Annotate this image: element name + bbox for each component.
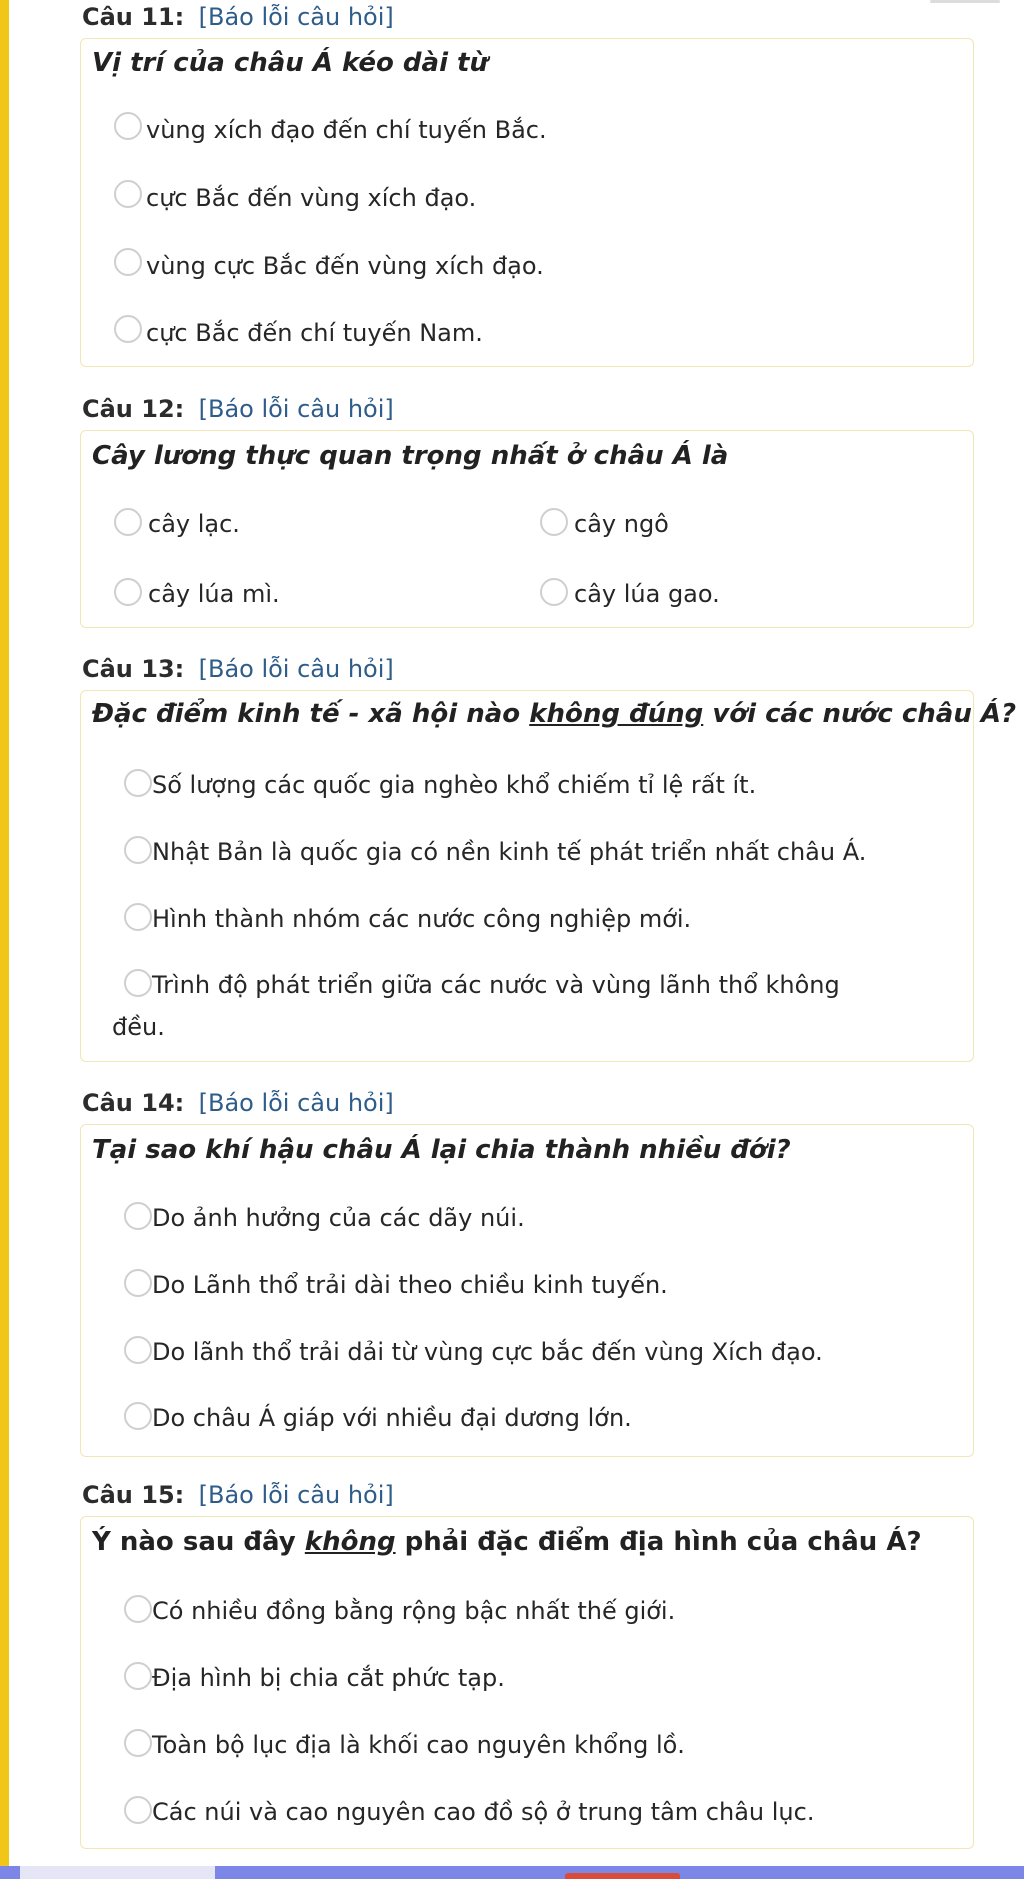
question-14-option-c-label[interactable]: Do lãnh thổ trải dải từ vùng cực bắc đến vùng Xích đạo. <box>152 1338 823 1366</box>
question-11-number: Câu 11: <box>82 3 185 31</box>
question-15-text <box>92 1526 922 1558</box>
question-15-option-a-radio[interactable] <box>124 1595 152 1623</box>
question-12-option-d-radio[interactable] <box>540 578 568 606</box>
question-15-option-b-label[interactable]: Địa hình bị chia cắt phức tạp. <box>152 1664 505 1692</box>
question-14-option-b-radio[interactable] <box>124 1269 152 1297</box>
question-15-report-link[interactable]: [Báo lỗi câu hỏi] <box>198 1481 394 1509</box>
question-11-option-a-label[interactable]: vùng xích đạo đến chí tuyến Bắc. <box>146 116 547 144</box>
question-12-report-link[interactable]: [Báo lỗi câu hỏi] <box>198 395 394 423</box>
question-11-option-d-label[interactable]: cực Bắc đến chí tuyến Nam. <box>146 319 483 347</box>
question-12-option-c-radio[interactable] <box>114 578 142 606</box>
question-14-option-a-label[interactable]: Do ảnh hưởng của các dãy núi. <box>152 1204 525 1232</box>
question-15-text-end: phải đặc điểm địa hình của châu Á? <box>395 1527 922 1557</box>
question-11-report-link[interactable]: [Báo lỗi câu hỏi] <box>198 3 394 31</box>
question-14-option-d-label[interactable]: Do châu Á giáp với nhiều đại dương lớn. <box>152 1404 632 1432</box>
question-11-option-a-radio[interactable] <box>114 112 142 140</box>
question-13-option-b-radio[interactable] <box>124 836 152 864</box>
bottom-bar-segment <box>20 1866 215 1879</box>
question-11-option-c-radio[interactable] <box>114 248 142 276</box>
question-12-option-b-radio[interactable] <box>540 508 568 536</box>
question-15-text-emphasis: không <box>304 1527 396 1557</box>
question-12-option-d-label[interactable]: cây lúa gao. <box>574 580 720 608</box>
question-13-text <box>92 698 1016 730</box>
question-13-option-a-label[interactable]: Số lượng các quốc gia nghèo khổ chiếm tỉ lệ rất ít. <box>152 771 757 799</box>
question-15-option-d-radio[interactable] <box>124 1796 152 1824</box>
question-13-option-d-label[interactable]: Trình độ phát triển giữa các nước và vùng lãnh thổ không <box>152 971 840 999</box>
question-12-option-a-radio[interactable] <box>114 508 142 536</box>
question-14-option-c-radio[interactable] <box>124 1336 152 1364</box>
question-13-box <box>80 690 974 1062</box>
question-14-option-a-radio[interactable] <box>124 1202 152 1230</box>
question-15-text-start: Ý nào sau đây <box>92 1527 305 1557</box>
question-14-option-d-radio[interactable] <box>124 1402 152 1430</box>
question-14-report-link[interactable]: [Báo lỗi câu hỏi] <box>198 1089 394 1117</box>
question-14-number: Câu 14: <box>82 1089 185 1117</box>
question-12-text: Cây lương thực quan trọng nhất ở châu Á là <box>92 441 729 471</box>
question-15-option-c-label[interactable]: Toàn bộ lục địa là khối cao nguyên khổng lồ. <box>152 1731 685 1759</box>
bottom-navigation-bar <box>0 1866 1024 1879</box>
question-13-number: Câu 13: <box>82 655 185 683</box>
question-11-option-c-label[interactable]: vùng cực Bắc đến vùng xích đạo. <box>146 252 544 280</box>
question-14-header <box>82 1088 394 1118</box>
question-14-option-b-label[interactable]: Do Lãnh thổ trải dài theo chiều kinh tuyến. <box>152 1271 668 1299</box>
question-12-number: Câu 12: <box>82 395 185 423</box>
question-13-header <box>82 654 394 684</box>
top-scroll-hint <box>930 0 1000 3</box>
question-13-option-c-label[interactable]: Hình thành nhóm các nước công nghiệp mới. <box>152 905 692 933</box>
question-15-option-c-radio[interactable] <box>124 1729 152 1757</box>
bottom-bar-indicator <box>565 1873 680 1879</box>
question-13-text-start: Đặc điểm kinh tế - xã hội nào <box>92 699 530 729</box>
question-13-option-a-radio[interactable] <box>124 769 152 797</box>
question-15-number: Câu 15: <box>82 1481 185 1509</box>
question-13-option-d-radio[interactable] <box>124 969 152 997</box>
question-15-option-d-label[interactable]: Các núi và cao nguyên cao đồ sộ ở trung tâm châu lục. <box>152 1798 815 1826</box>
question-15-option-a-label[interactable]: Có nhiều đồng bằng rộng bậc nhất thế giới. <box>152 1597 676 1625</box>
left-edge-strip <box>0 0 9 1879</box>
question-11-text: Vị trí của châu Á kéo dài từ <box>92 48 488 78</box>
question-12-header <box>82 394 394 424</box>
question-13-option-d-label-continued[interactable]: đều. <box>112 1013 165 1041</box>
question-15-header <box>82 1480 394 1510</box>
question-13-report-link[interactable]: [Báo lỗi câu hỏi] <box>198 655 394 683</box>
question-13-text-end: với các nước châu Á? <box>703 699 1017 729</box>
question-12-option-a-label[interactable]: cây lạc. <box>148 510 240 538</box>
question-13-text-emphasis: không đúng <box>529 699 704 729</box>
question-11-option-d-radio[interactable] <box>114 315 142 343</box>
question-11-option-b-label[interactable]: cực Bắc đến vùng xích đạo. <box>146 184 477 212</box>
question-14-text: Tại sao khí hậu châu Á lại chia thành nhiều đới? <box>92 1135 791 1165</box>
question-12-option-c-label[interactable]: cây lúa mì. <box>148 580 280 608</box>
question-13-option-b-label[interactable]: Nhật Bản là quốc gia có nền kinh tế phát triển nhất châu Á. <box>152 838 867 866</box>
question-13-option-c-radio[interactable] <box>124 903 152 931</box>
question-15-option-b-radio[interactable] <box>124 1662 152 1690</box>
question-12-option-b-label[interactable]: cây ngô <box>574 510 669 538</box>
question-11-option-b-radio[interactable] <box>114 180 142 208</box>
question-11-header <box>82 2 394 32</box>
